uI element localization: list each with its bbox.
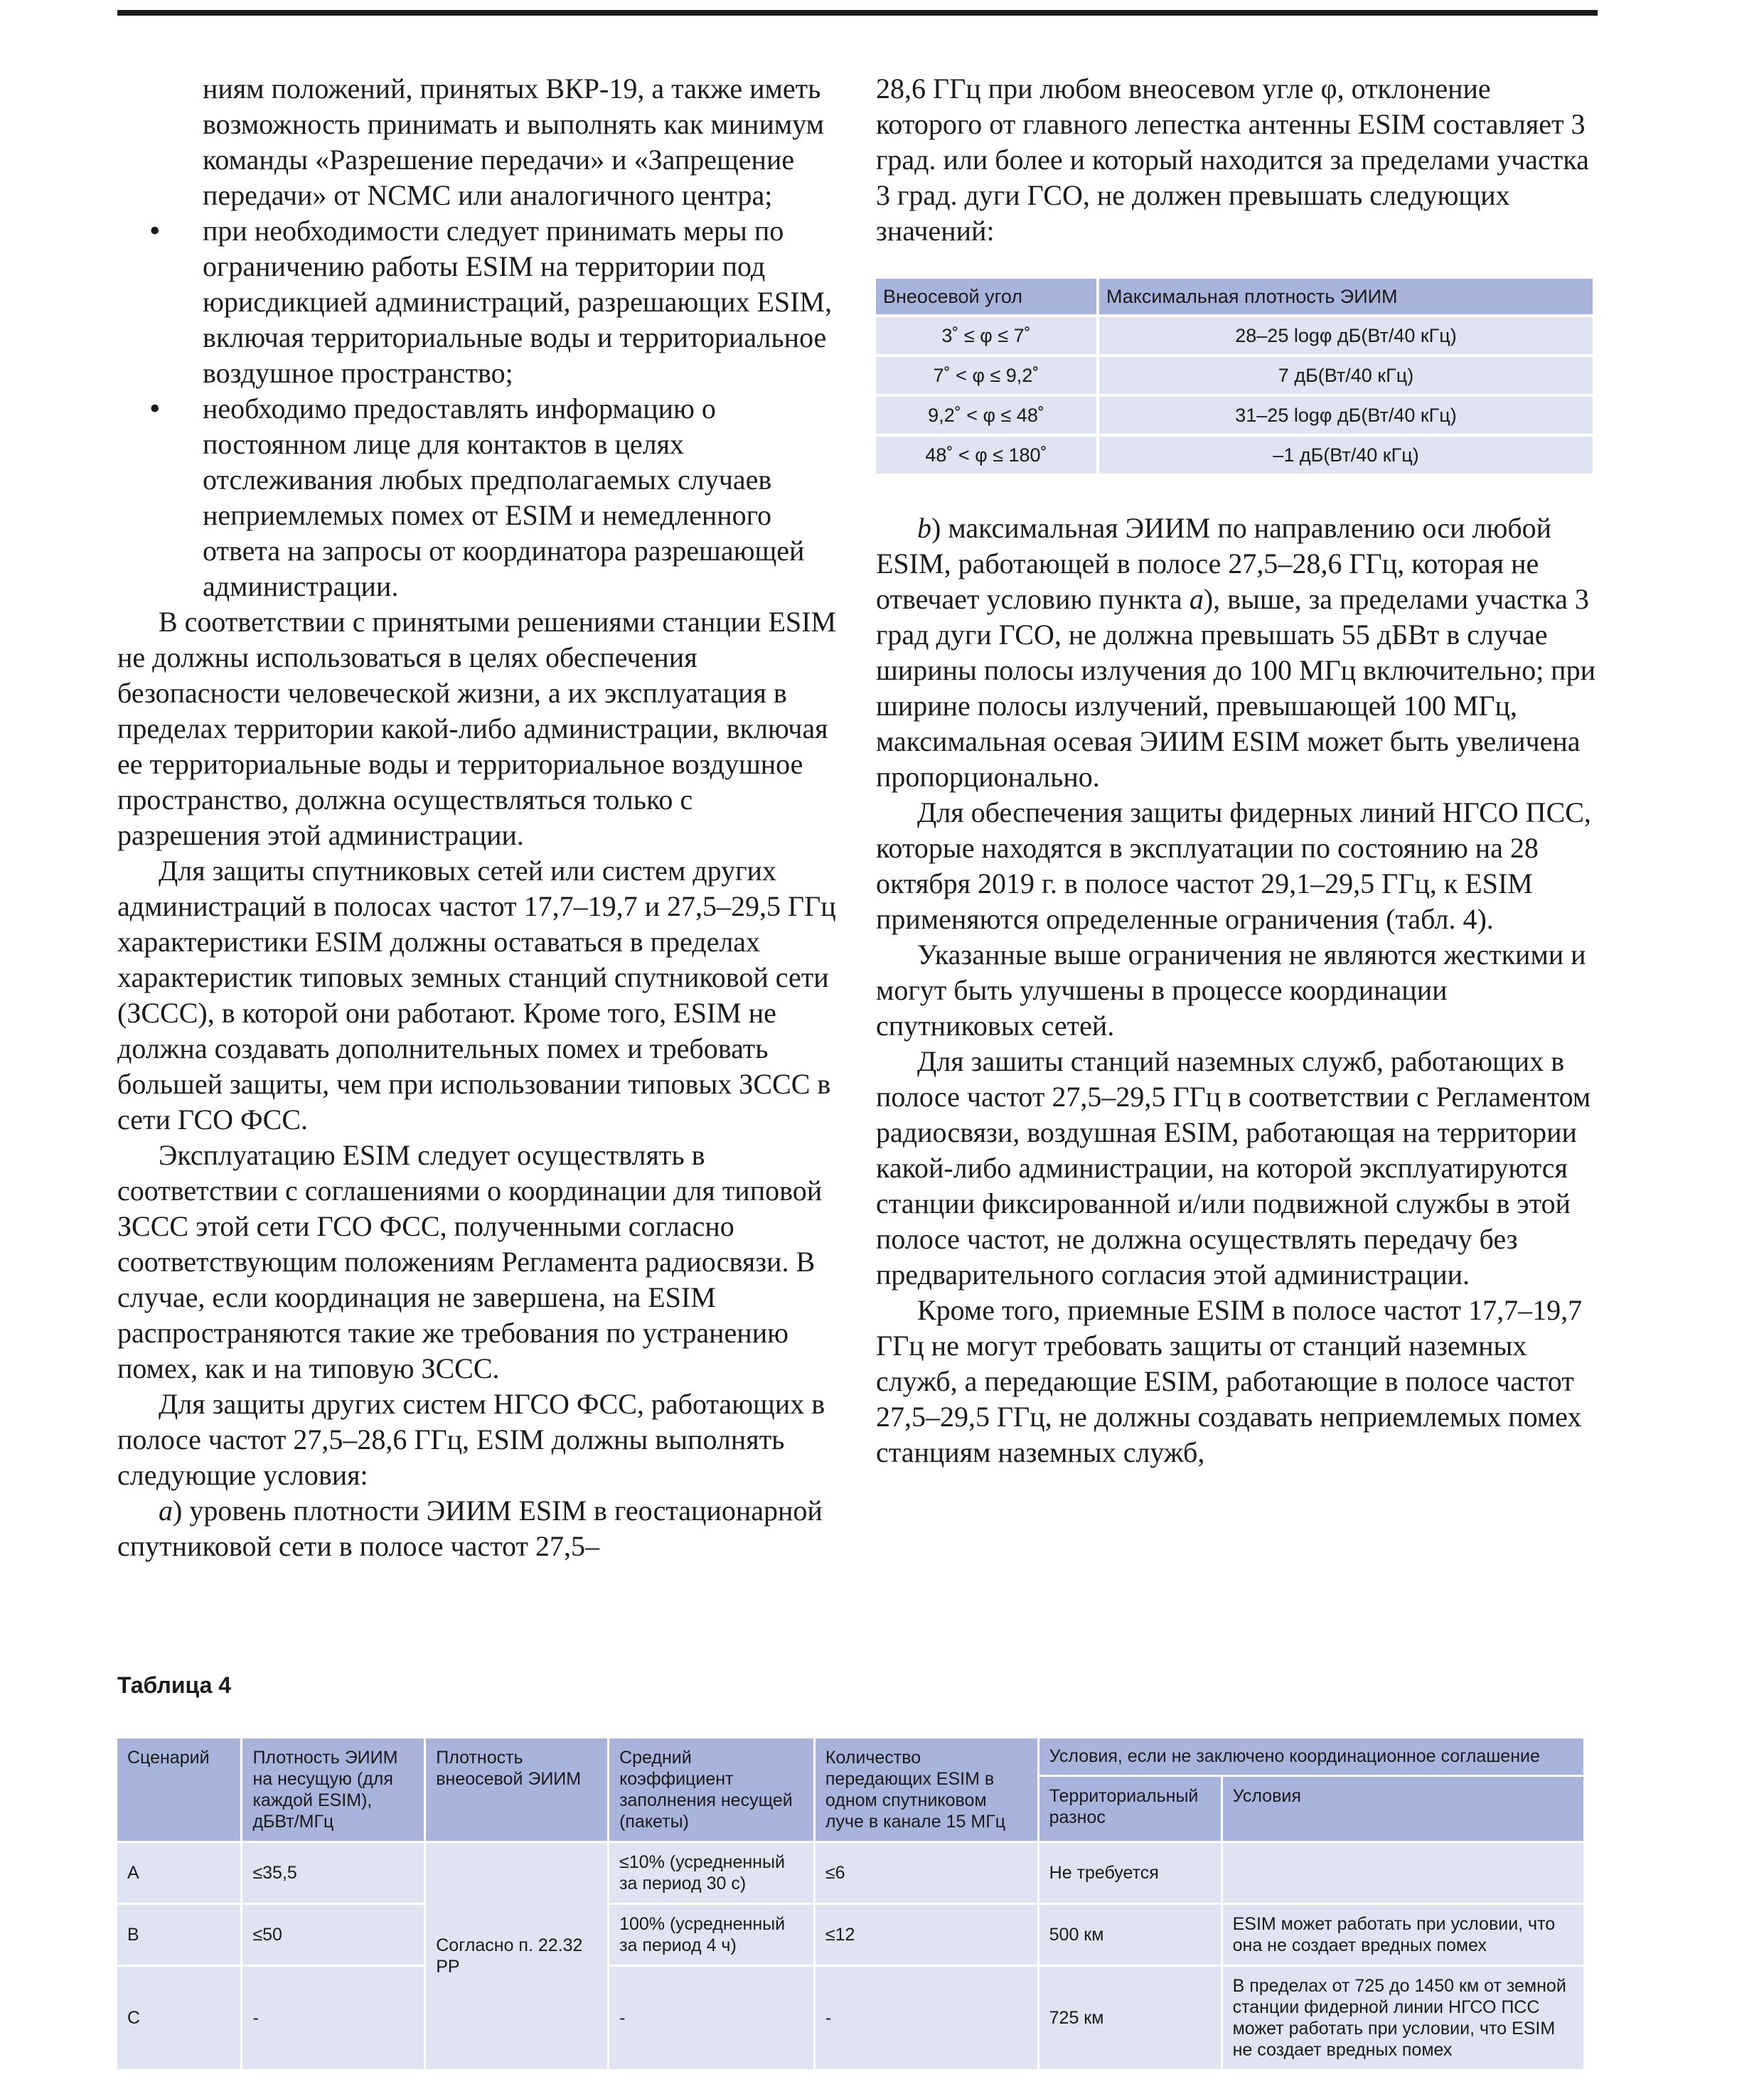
table-4 xyxy=(117,1738,1586,2071)
paragraph xyxy=(117,1493,839,1564)
item-ref: а xyxy=(1189,583,1204,615)
paragraph: Эксплуатацию ESIM следует осуществлять в соответствии с соглашениями о координации для типовой ЗССС этой сети ГСО ФСС, полученными согласно соответствующим положениям Регламента радиосвязи. В случае, если координация не завершена, на ESIM распространяются такие же требования по устранению помех, как и на типовую ЗССС. xyxy=(117,1139,823,1384)
table-cell xyxy=(1222,1842,1584,1904)
table-header-group: Условия, если не заключено координационное соглашение xyxy=(1038,1738,1584,1776)
table-row xyxy=(117,1842,1585,1904)
table-cell: 9,2˚ < φ ≤ 48˚ xyxy=(876,395,1098,435)
paragraph xyxy=(876,511,1598,795)
table-header: Плотность внеосевой ЭИИМ xyxy=(425,1738,609,1842)
table-cell: В пределах от 725 до 1450 км от земной станции фидерной линии НГСО ПСС может работать при условии, что ESIM не создает вредных помех xyxy=(1222,1966,1584,2071)
paragraph: ниям положений, принятых ВКР-19, а также иметь возможность принимать и выполнять как минимум команды «Разрешение передачи» и «Запрещение передачи» от NCMC или аналогичного центра; xyxy=(203,73,824,211)
table-cell: 500 км xyxy=(1038,1904,1222,1966)
table-row xyxy=(117,1966,1585,2071)
table-cell: ≤12 xyxy=(814,1904,1038,1966)
bullet-item: • необходимо предоставлять информацию о постоянном лице для контактов в целях отслеживания любых предполагаемых случаев неприемлемых помех от ESIM и немедленного ответа на запросы от координатора разрешающей администрации. xyxy=(117,391,839,604)
right-column xyxy=(876,71,1598,1470)
table-cell: 7˚ < φ ≤ 9,2˚ xyxy=(876,356,1098,395)
paragraph: Для защиты других систем НГСО ФСС, работающих в полосе частот 27,5–28,6 ГГц, ESIM должны выполнять следующие условия: xyxy=(117,1388,825,1491)
left-column xyxy=(117,71,839,1564)
paragraph-text: ) максимальная ЭИИМ по направлению оси любой ESIM, работающей в полосе 27,5–28,6 ГГц, которая не отвечает условию пункта xyxy=(876,512,1552,615)
table-cell: A xyxy=(117,1842,242,1904)
table-cell: Согласно п. 22.32 РР xyxy=(425,1842,609,2071)
table-cell: –1 дБ(Вт/40 кГц) xyxy=(1098,435,1594,475)
table-row xyxy=(117,1904,1585,1966)
table-cell: ESIM может работать при условии, что она не создает вредных помех xyxy=(1222,1904,1584,1966)
paragraph-text: ), выше, за пределами участка 3 град дуги ГСО, не должна превышать 55 дБВт в случае ширины полосы излучения до 100 МГц включительно; при ширине полосы излучений, превышающей 100 МГц, максимальная осевая ЭИИМ ESIM может быть увеличена пропорционально. xyxy=(876,583,1595,793)
table-title: Таблица 4 xyxy=(117,1672,232,1698)
table-header: Сценарий xyxy=(117,1738,242,1842)
eirp-density-table xyxy=(876,279,1595,476)
table-row xyxy=(876,435,1594,475)
table-header: Территориальный разнос xyxy=(1038,1776,1222,1842)
table-cell: 48˚ < φ ≤ 180˚ xyxy=(876,435,1098,475)
table-cell: - xyxy=(242,1966,425,2071)
item-label: b xyxy=(917,512,931,544)
table-cell: ≤10% (усредненный за период 30 с) xyxy=(609,1842,815,1904)
table-cell: B xyxy=(117,1904,242,1966)
table-cell: 28–25 logφ дБ(Вт/40 кГц) xyxy=(1098,316,1594,356)
table-cell: - xyxy=(814,1966,1038,2071)
table-cell: - xyxy=(609,1966,815,2071)
item-label: a xyxy=(159,1495,173,1527)
table-header: Внеосевой угол xyxy=(876,279,1098,316)
paragraph-text: ) уровень плотности ЭИИМ ESIM в геостационарной спутниковой сети в полосе частот 27,5– xyxy=(117,1495,823,1562)
paragraph: Указанные выше ограничения не являются жесткими и могут быть улучшены в процессе координации спутниковых сетей. xyxy=(876,939,1586,1042)
table-header: Средний коэффициент заполнения несущей (пакеты) xyxy=(609,1738,815,1842)
paragraph: В соответствии с принятыми решениями станции ESIM не должны использоваться в целях обеспечения безопасности человеческой жизни, а их эксплуатация в пределах территории какой-либо администрации, включая ее территориальные воды и территориальное воздушное пространство, должна осуществляться только с разрешения этой администрации. xyxy=(117,606,837,851)
bullet-item: • при необходимости следует принимать меры по ограничению работы ESIM на территории под юрисдикцией администраций, разрешающих ESIM, включая территориальные воды и территориальное воздушное пространство; xyxy=(117,213,839,391)
paragraph: Кроме того, приемные ESIM в полосе частот 17,7–19,7 ГГц не могут требовать защиты от станций наземных служб, а передающие ESIM, работающие в полосе частот 27,5–29,5 ГГц, не должны создавать неприемлемых помех станциям наземных служб, xyxy=(876,1294,1583,1468)
table-cell: 725 км xyxy=(1038,1966,1222,2071)
table-cell: 7 дБ(Вт/40 кГц) xyxy=(1098,356,1594,395)
table-cell: 100% (усредненный за период 4 ч) xyxy=(609,1904,815,1966)
table-cell: C xyxy=(117,1966,242,2071)
table-header: Условия xyxy=(1222,1776,1584,1842)
table-cell: Не требуется xyxy=(1038,1842,1222,1904)
paragraph: Для зашиты станций наземных служб, работающих в полосе частот 27,5–29,5 ГГц в соответствии с Регламентом радиосвязи, воздушная ESIM, работающая на территории какой-либо администрации, на которой эксплуатируются станции фиксированной и/или подвижной службы в этой полосе частот, не должна осуществлять передачу без предварительного согласия этой администрации. xyxy=(876,1045,1591,1291)
table-cell: 3˚ ≤ φ ≤ 7˚ xyxy=(876,316,1098,356)
paragraph: 28,6 ГГц при любом внеосевом угле φ, отклонение которого от главного лепестка антенны ESIM составляет 3 град. или более и который находится за пределами участка 3 град. дуги ГСО, не должен превышать следующих значений: xyxy=(876,73,1589,247)
table-cell: ≤35,5 xyxy=(242,1842,425,1904)
table-header: Плотность ЭИИМ на несущую (для каждой ESIM), дБВт/МГц xyxy=(242,1738,425,1842)
table-header: Максимальная плотность ЭИИМ xyxy=(1098,279,1594,316)
table-row xyxy=(876,356,1594,395)
paragraph: Для обеспечения защиты фидерных линий НГСО ПСС, которые находятся в эксплуатации по состоянию на 28 октября 2019 г. в полосе частот 29,1–29,5 ГГц, к ESIM применяются определенные ограничения (табл. 4). xyxy=(876,796,1591,935)
table-row xyxy=(876,395,1594,435)
paragraph: Для защиты спутниковых сетей или систем других администраций в полосах частот 17,7–19,7 и 27,5–29,5 ГГц характеристики ESIM должны оставаться в пределах характеристик типовых земных станций спутниковой сети (ЗССС), в которой они работают. Кроме того, ESIM не должна создавать дополнительных помех и требовать большей защиты, чем при использовании типовых ЗССС в сети ГСО ФСС. xyxy=(117,855,836,1136)
top-rule xyxy=(117,10,1598,16)
table-cell: ≤6 xyxy=(814,1842,1038,1904)
table-cell: ≤50 xyxy=(242,1904,425,1966)
table-row xyxy=(876,316,1594,356)
table-cell: 31–25 logφ дБ(Вт/40 кГц) xyxy=(1098,395,1594,435)
table-header: Количество передающих ESIM в одном спутниковом луче в канале 15 МГц xyxy=(814,1738,1038,1842)
